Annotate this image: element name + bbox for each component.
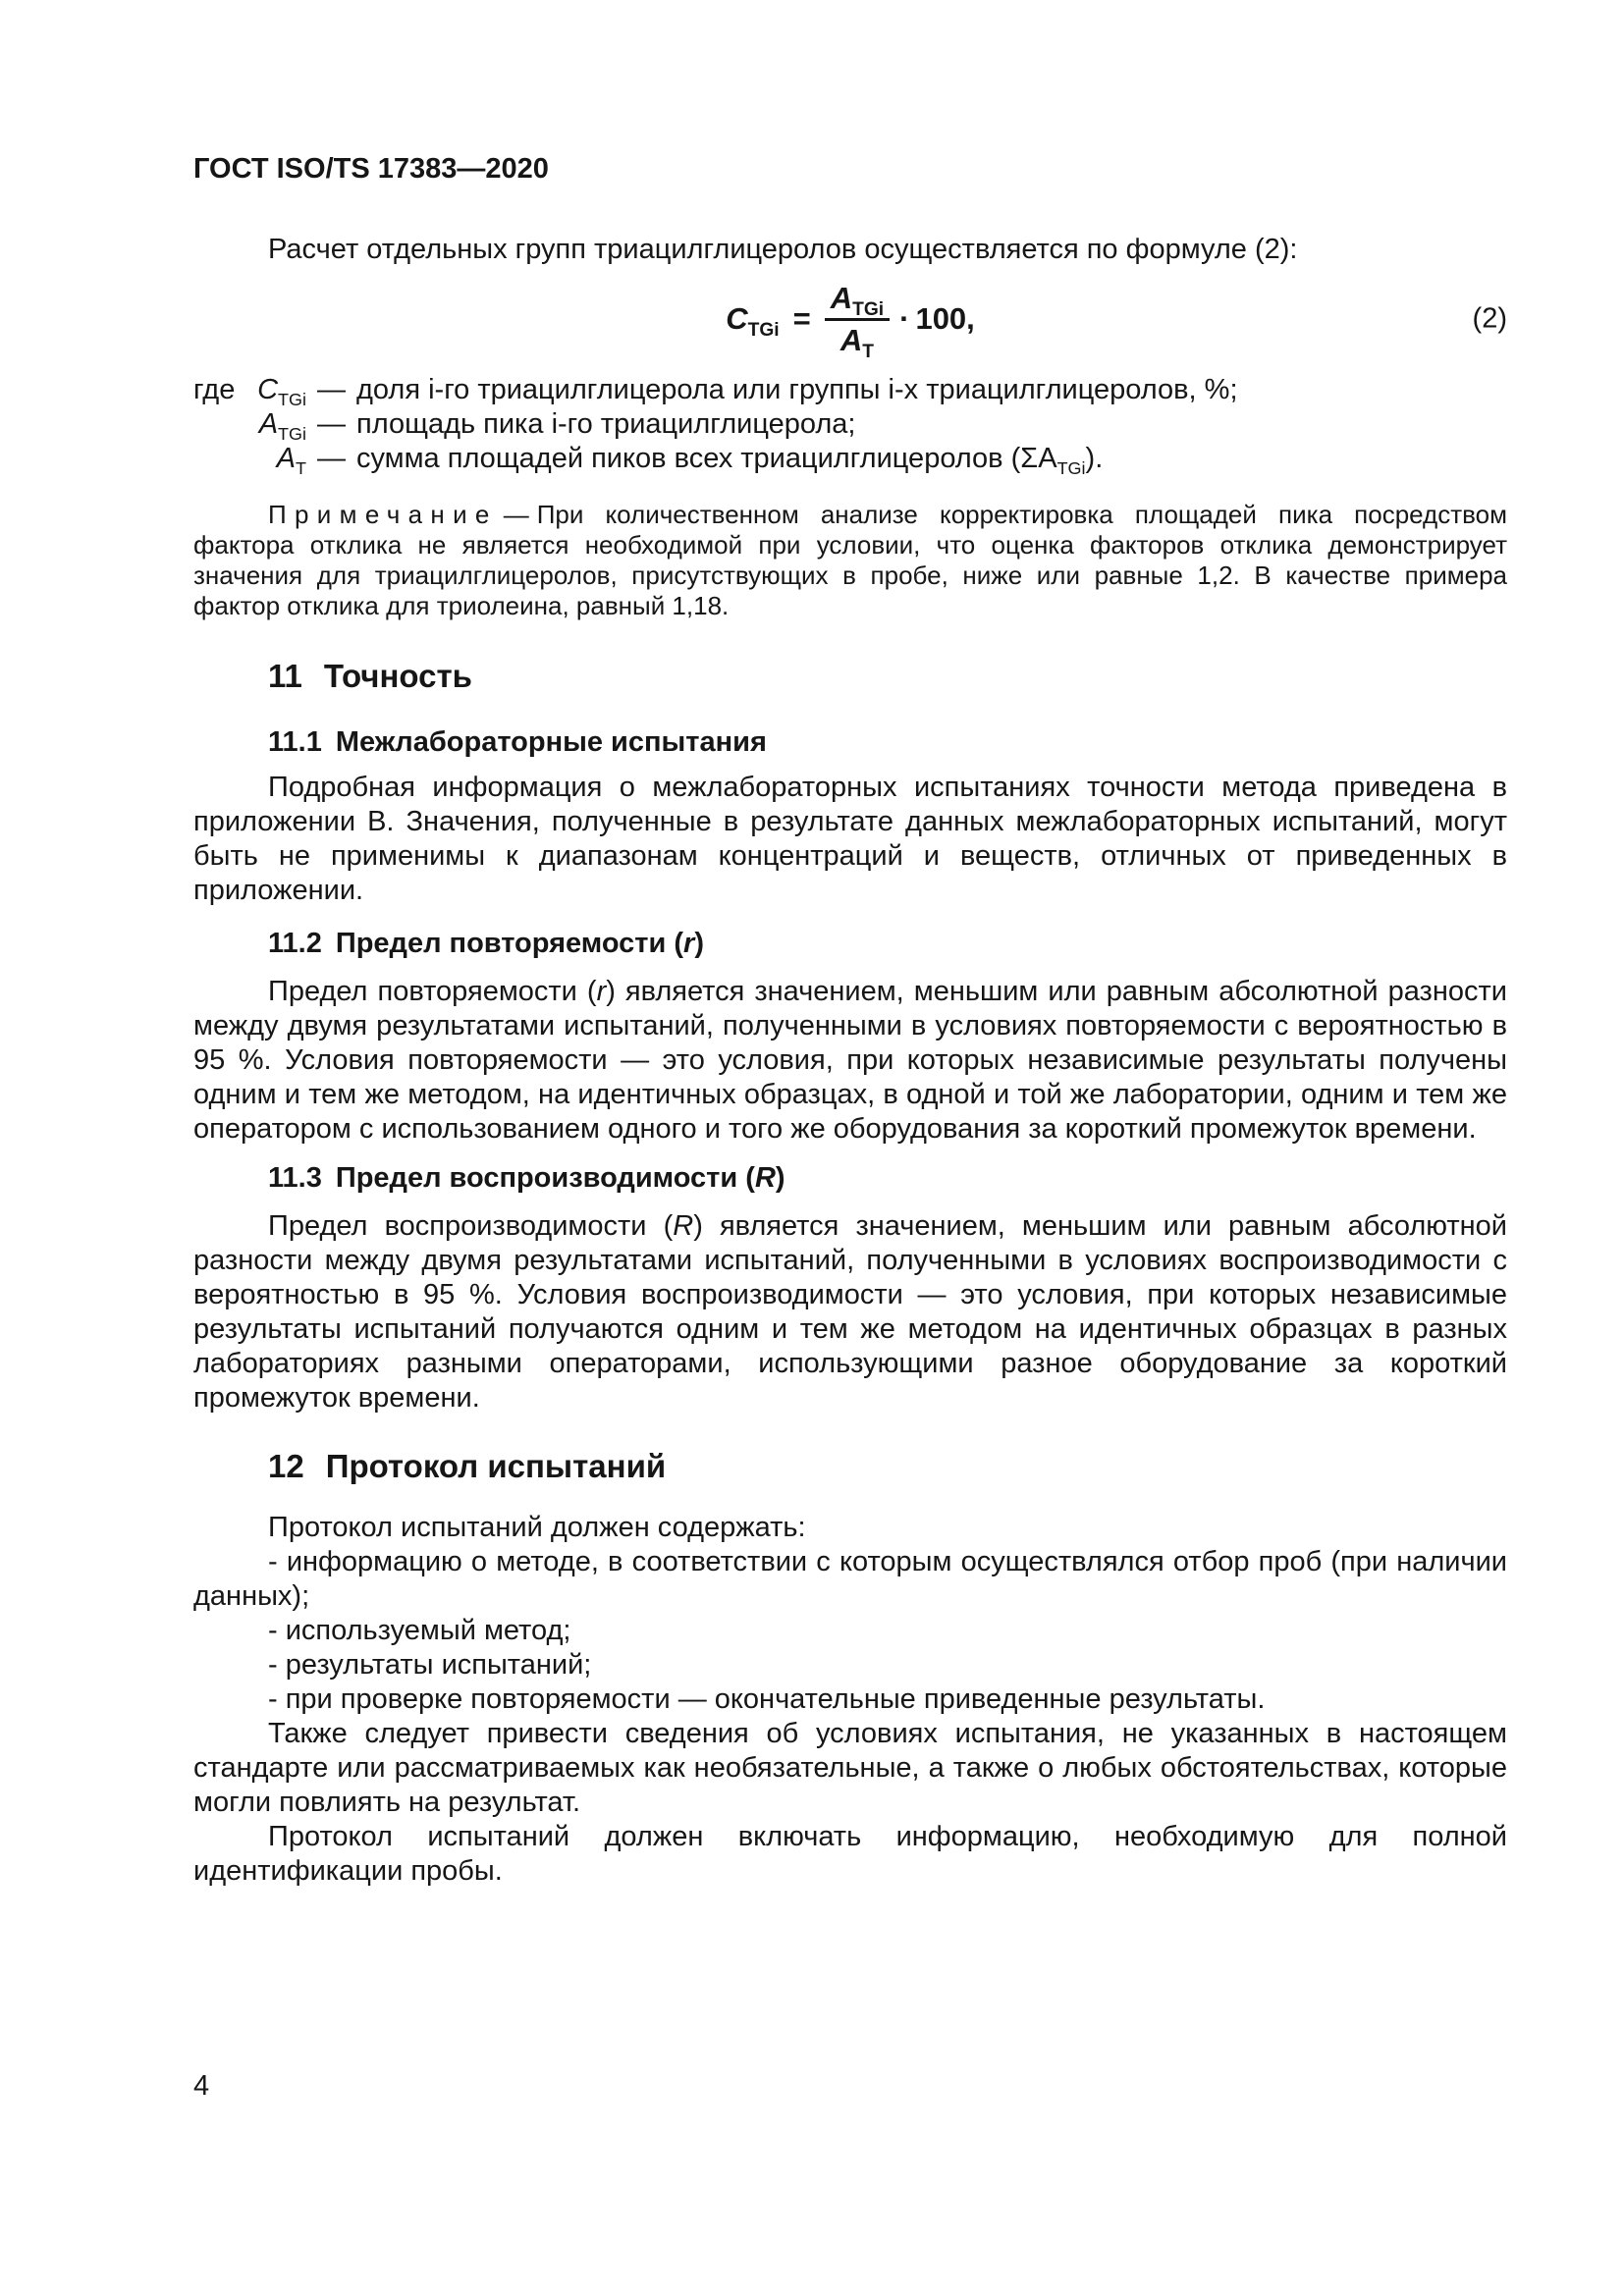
description-subscript: TGi bbox=[1056, 457, 1086, 478]
note-text: При количественном анализе корректировка площадей пика посредством фактора отклика не является необходимой при условии, что оценка факторов отклика демонстрирует значения для триацилглицеролов, присутствующих в пробе, ниже или равные 1,2. В качестве примера фактор отклика для триолеина, равный 1,18. bbox=[193, 500, 1507, 620]
note-dash: — bbox=[503, 500, 529, 529]
denominator-subscript: T bbox=[862, 341, 874, 362]
where-description: доля i-го триацилглицерола или группы i-х триацилглицеролов, %; bbox=[356, 374, 1238, 405]
section-12-paragraph: Также следует привести сведения об условиях испытания, не указанных в настоящем стандарте или рассматриваемых как необязательные, а также о любых обстоятельствах, которые могли повлиять на результат. bbox=[193, 1718, 1507, 1818]
subsection-number: 11.1 bbox=[268, 726, 322, 758]
title-text: Предел повторяемости ( bbox=[335, 928, 684, 959]
section-title: Протокол испытаний bbox=[325, 1448, 667, 1484]
list-item: - информацию о методе, в соответствии с которым осуществлялся отбор проб (при наличии данных); bbox=[193, 1546, 1507, 1612]
symbol-base: C bbox=[257, 374, 279, 405]
formula-block bbox=[193, 279, 1507, 362]
paragraph-text: Предел повторяемости ( bbox=[268, 976, 597, 1007]
formula-2 bbox=[726, 280, 975, 362]
fraction-numerator bbox=[825, 281, 890, 321]
where-symbol bbox=[241, 407, 306, 442]
symbol-R: R bbox=[673, 1210, 694, 1242]
note-label: Примечание bbox=[268, 500, 498, 529]
dash: — bbox=[317, 374, 346, 405]
section-12-paragraph: Протокол испытаний должен включать информацию, необходимую для полной идентификации пробы. bbox=[193, 1821, 1507, 1887]
symbol-subscript: TGi bbox=[278, 389, 306, 409]
section-12-intro: Протокол испытаний должен содержать: bbox=[268, 1512, 806, 1543]
dash: — bbox=[317, 443, 346, 474]
paragraph-text: ) является значением, меньшим или равным абсолютной разности между двумя результатами испытаний, полученными в условиях повторяемости с вероятностью в 95 %. Условия повторяемости — это условия, при которых независимые результаты получены одним и тем же методом, на идентичных образцах, в одной и той же лаборатории, одним и тем же оператором с использованием одного и того же оборудования за короткий промежуток времени. bbox=[193, 976, 1507, 1145]
subsection-11-3-heading bbox=[193, 1161, 1507, 1196]
intro-paragraph: Расчет отдельных групп триацилглицеролов осуществляется по формуле (2): bbox=[268, 234, 1298, 265]
symbol-r: r bbox=[683, 928, 695, 959]
formula-lhs-base: C bbox=[726, 301, 748, 336]
fraction-denominator bbox=[825, 321, 890, 362]
numerator-subscript: TGi bbox=[852, 298, 885, 320]
numerator-base: A bbox=[830, 280, 853, 315]
formula-lhs-subscript: TGi bbox=[747, 320, 780, 342]
where-row bbox=[193, 407, 1507, 442]
title-text: ) bbox=[694, 928, 705, 959]
page-number: 4 bbox=[193, 2070, 210, 2102]
running-header bbox=[193, 152, 1507, 187]
section-11-heading bbox=[193, 657, 1507, 696]
where-prefix-spacer bbox=[193, 407, 241, 442]
where-row bbox=[193, 373, 1507, 407]
subsection-11-3-paragraph bbox=[193, 1209, 1507, 1415]
multiplication-dot: · bbox=[899, 301, 910, 336]
list-item: - результаты испытаний; bbox=[268, 1649, 592, 1681]
description-text: ). bbox=[1085, 443, 1104, 474]
subsection-11-1-paragraph: Подробная информация о межлабораторных испытаниях точности метода приведена в приложении В. Значения, полученные в результате данных межлабораторных испытаний, могут быть не применимы к диапазонам концентраций и веществ, отличных от приведенных в приложении. bbox=[193, 772, 1507, 906]
formula-fraction bbox=[825, 280, 890, 362]
symbol-base: A bbox=[258, 408, 279, 440]
subsection-number: 11.2 bbox=[268, 928, 322, 959]
subsection-11-2-heading bbox=[193, 927, 1507, 961]
subsection-title: Межлабораторные испытания bbox=[335, 726, 767, 758]
symbol-subscript: TGi bbox=[278, 423, 306, 444]
paragraph-text: ) является значением, меньшим или равным абсолютной разности между двумя результатами испытаний, полученными в условиях воспроизводимости с вероятностью в 95 %. Условия воспроизводимости — это условия, при которых независимые результаты испытаний получаются одним и тем же методом на идентичных образцах в разных лабораториях разными операторами, использующими разное оборудование за короткий промежуток времени. bbox=[193, 1210, 1507, 1414]
section-12-heading bbox=[193, 1447, 1507, 1486]
formula-multiplier: 100, bbox=[915, 301, 975, 336]
symbol-base: A bbox=[276, 443, 297, 474]
where-symbol bbox=[241, 373, 306, 407]
where-description bbox=[356, 442, 1507, 476]
where-list bbox=[193, 373, 1507, 476]
formula-lhs bbox=[726, 301, 780, 342]
list-item: - используемый метод; bbox=[268, 1615, 571, 1646]
where-prefix-spacer bbox=[193, 442, 241, 476]
where-row bbox=[193, 442, 1507, 476]
paragraph-text: Предел воспроизводимости ( bbox=[268, 1210, 674, 1242]
section-title: Точность bbox=[323, 658, 472, 694]
section-number: 11 bbox=[268, 658, 302, 694]
list-item: - при проверке повторяемости — окончательные приведенные результаты. bbox=[268, 1683, 1266, 1715]
where-prefix: где bbox=[193, 374, 236, 405]
symbol-r: r bbox=[596, 976, 607, 1007]
subsection-11-1-heading bbox=[193, 725, 1507, 760]
denominator-base: A bbox=[839, 322, 863, 357]
subsection-title bbox=[336, 1162, 785, 1194]
dash: — bbox=[317, 408, 346, 440]
note-paragraph bbox=[193, 500, 1507, 621]
description-text: сумма площадей пиков всех триацилглицеролов (ΣA bbox=[356, 443, 1057, 474]
title-text: ) bbox=[775, 1162, 785, 1194]
subsection-number: 11.3 bbox=[268, 1162, 322, 1194]
standard-designation: ГОСТ ISO/TS 17383—2020 bbox=[193, 153, 549, 185]
equation-number: (2) bbox=[1472, 302, 1507, 335]
subsection-title bbox=[336, 928, 704, 959]
equals-sign: = bbox=[792, 301, 811, 336]
section-number: 12 bbox=[268, 1448, 304, 1484]
symbol-subscript: T bbox=[296, 457, 306, 478]
where-description: площадь пика i-го триацилглицерола; bbox=[356, 408, 856, 440]
where-symbol bbox=[241, 442, 306, 476]
title-text: Предел воспроизводимости ( bbox=[335, 1162, 755, 1194]
subsection-11-2-paragraph bbox=[193, 975, 1507, 1147]
symbol-R: R bbox=[754, 1162, 776, 1194]
